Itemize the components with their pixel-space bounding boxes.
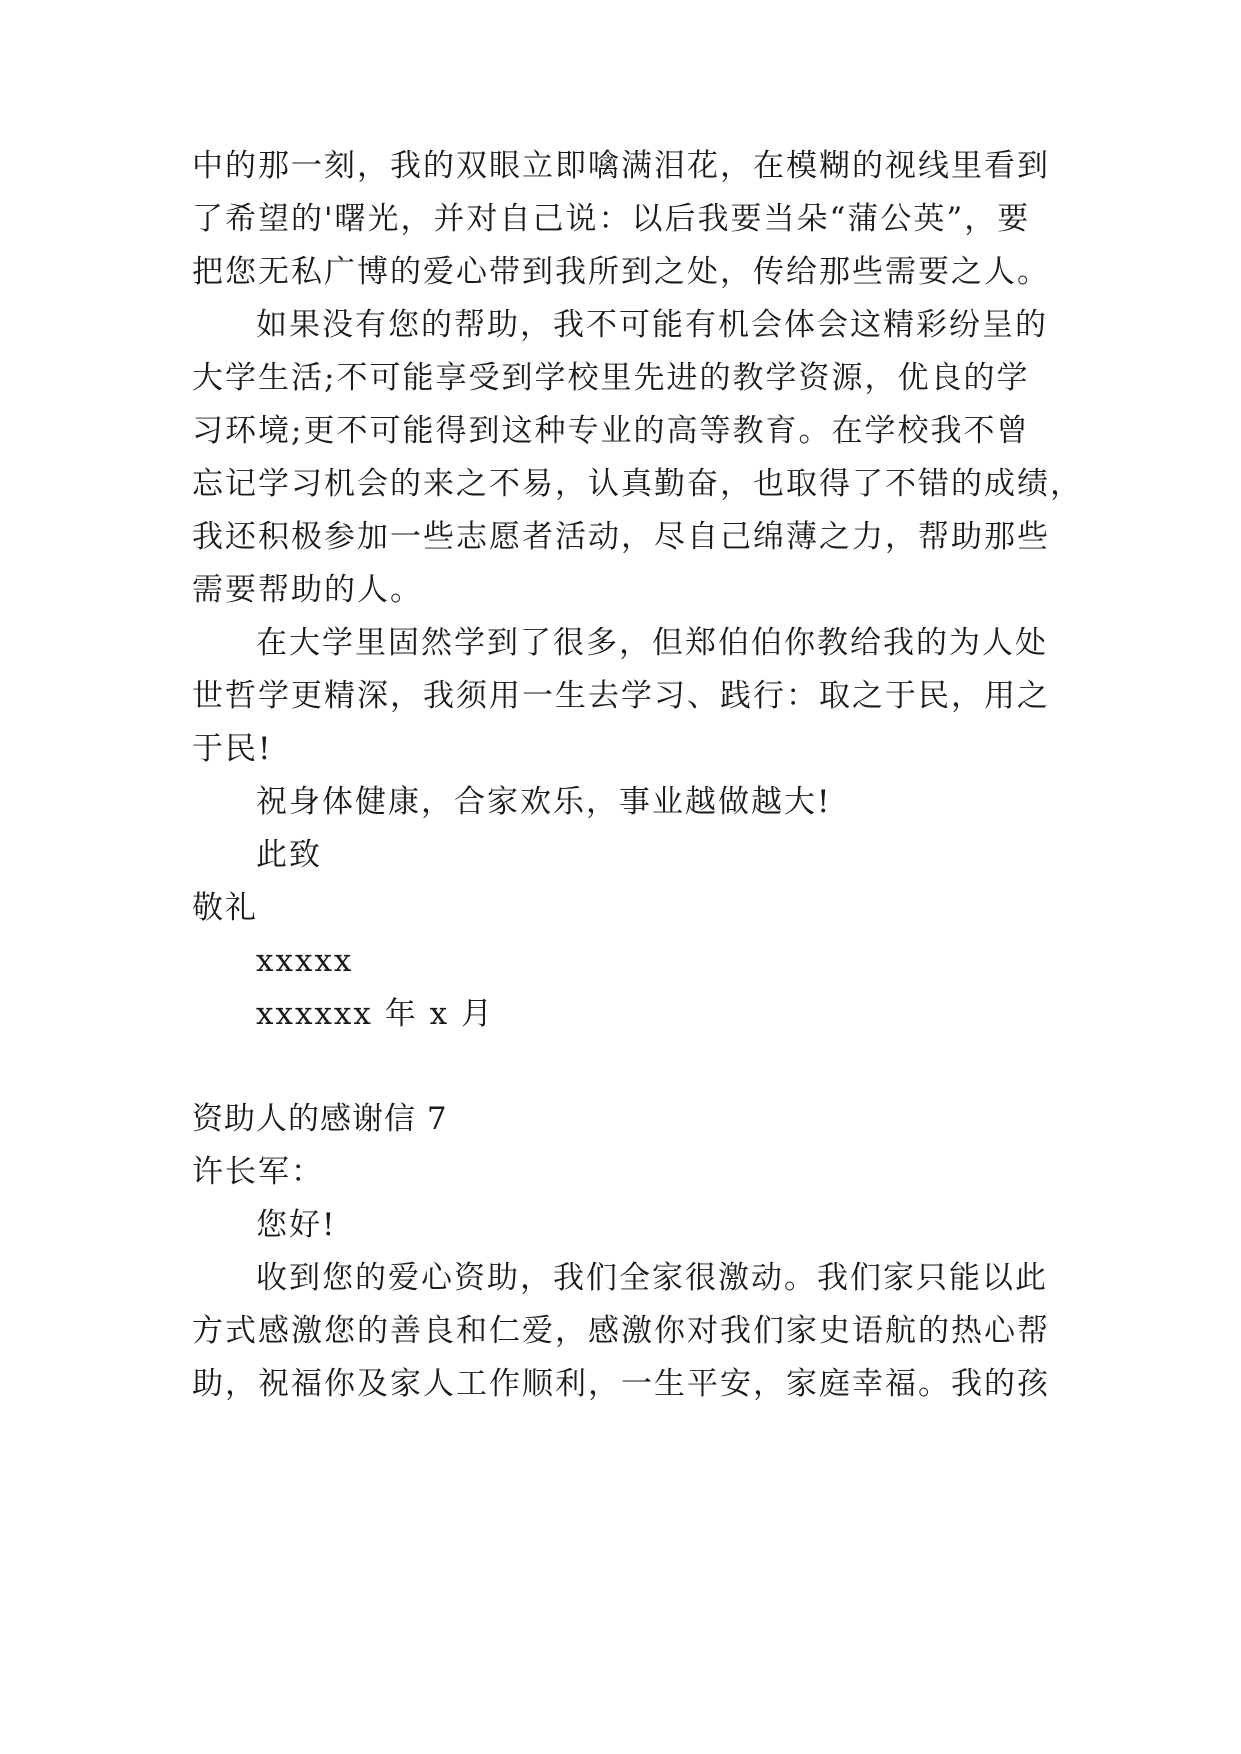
- text-line: 助，祝福你及家人工作顺利，一生平安，家庭幸福。我的孩: [192, 1366, 1050, 1402]
- text-line: 我还积极参加一些志愿者活动，尽自己绵薄之力，帮助那些: [192, 519, 1050, 555]
- text-line: 忘记学习机会的来之不易，认真勤奋，也取得了不错的成绩，: [192, 466, 1083, 502]
- text-line: 收到您的爱心资助，我们全家很激动。我们家只能以此: [256, 1260, 1048, 1296]
- text-line: 需要帮助的人。: [192, 572, 423, 608]
- text-line: 大学生活;不可能享受到学校里先进的教学资源，优良的学: [192, 360, 1030, 396]
- signature: xxxxx: [256, 943, 354, 979]
- recipient: 许长军：: [192, 1154, 324, 1190]
- text-line: 了希望的'曙光，并对自己说：以后我要当朵“蒲公英”，要: [192, 201, 1031, 237]
- text-line: 方式感激您的善良和仁爱，感激你对我们家史语航的热心帮: [192, 1313, 1050, 1349]
- text-line: 如果没有您的帮助，我不可能有机会体会这精彩纷呈的: [256, 307, 1048, 343]
- text-line: 把您无私广博的爱心带到我所到之处，传给那些需要之人。: [192, 254, 1050, 290]
- text-line: 世哲学更精深，我须用一生去学习、践行：取之于民，用之: [192, 678, 1050, 714]
- text-line: 于民!: [192, 731, 273, 767]
- section-title: 资助人的感谢信 7: [192, 1101, 448, 1137]
- closing-line: 此致: [256, 837, 322, 873]
- text-line: 中的那一刻，我的双眼立即噙满泪花，在模糊的视线里看到: [192, 148, 1050, 184]
- text-line: 在大学里固然学到了很多，但郑伯伯你教给我的为人处: [256, 625, 1048, 661]
- text-line: 习环境;更不可能得到这种专业的高等教育。在学校我不曾: [192, 413, 1030, 449]
- wishes-line: 祝身体健康，合家欢乐，事业越做越大!: [256, 784, 832, 820]
- date: xxxxxx 年 x 月: [256, 996, 494, 1032]
- closing-line: 敬礼: [192, 890, 258, 926]
- greeting: 您好!: [256, 1207, 337, 1243]
